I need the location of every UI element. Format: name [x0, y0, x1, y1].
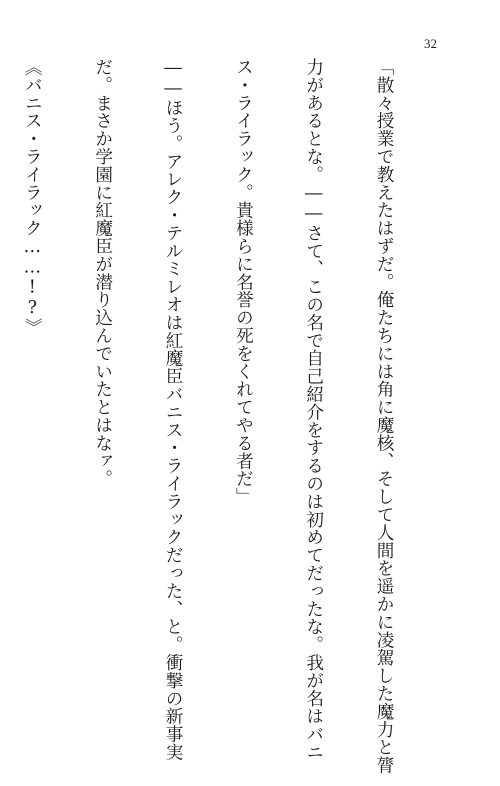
- text-line: 「散々授業で教えたはずだ。俺たちには角に魔核、そして人間を遥かに凌駕した魔力と膂: [374, 58, 395, 774]
- text-line: ス・ライラック。貴様らに名誉の死をくれてやる者だ」: [233, 58, 254, 506]
- novel-text-body: [0, 58, 442, 774]
- text-line: 《バニス・ライラック……!?》: [22, 58, 43, 337]
- text-line: だ。まさか学園に紅魔臣が潜り込んでいたとはなァ。: [92, 58, 113, 488]
- page-number: 32: [424, 36, 437, 51]
- text-line: 力があるとな。――さて、この名で自己紹介をするのは初めてだったな。我が名はバニ: [303, 58, 324, 761]
- text-line: ――ほう。アレク・テルミレオは紅魔臣バニス・ライラックだった、と。衝撃の新事実: [163, 58, 184, 761]
